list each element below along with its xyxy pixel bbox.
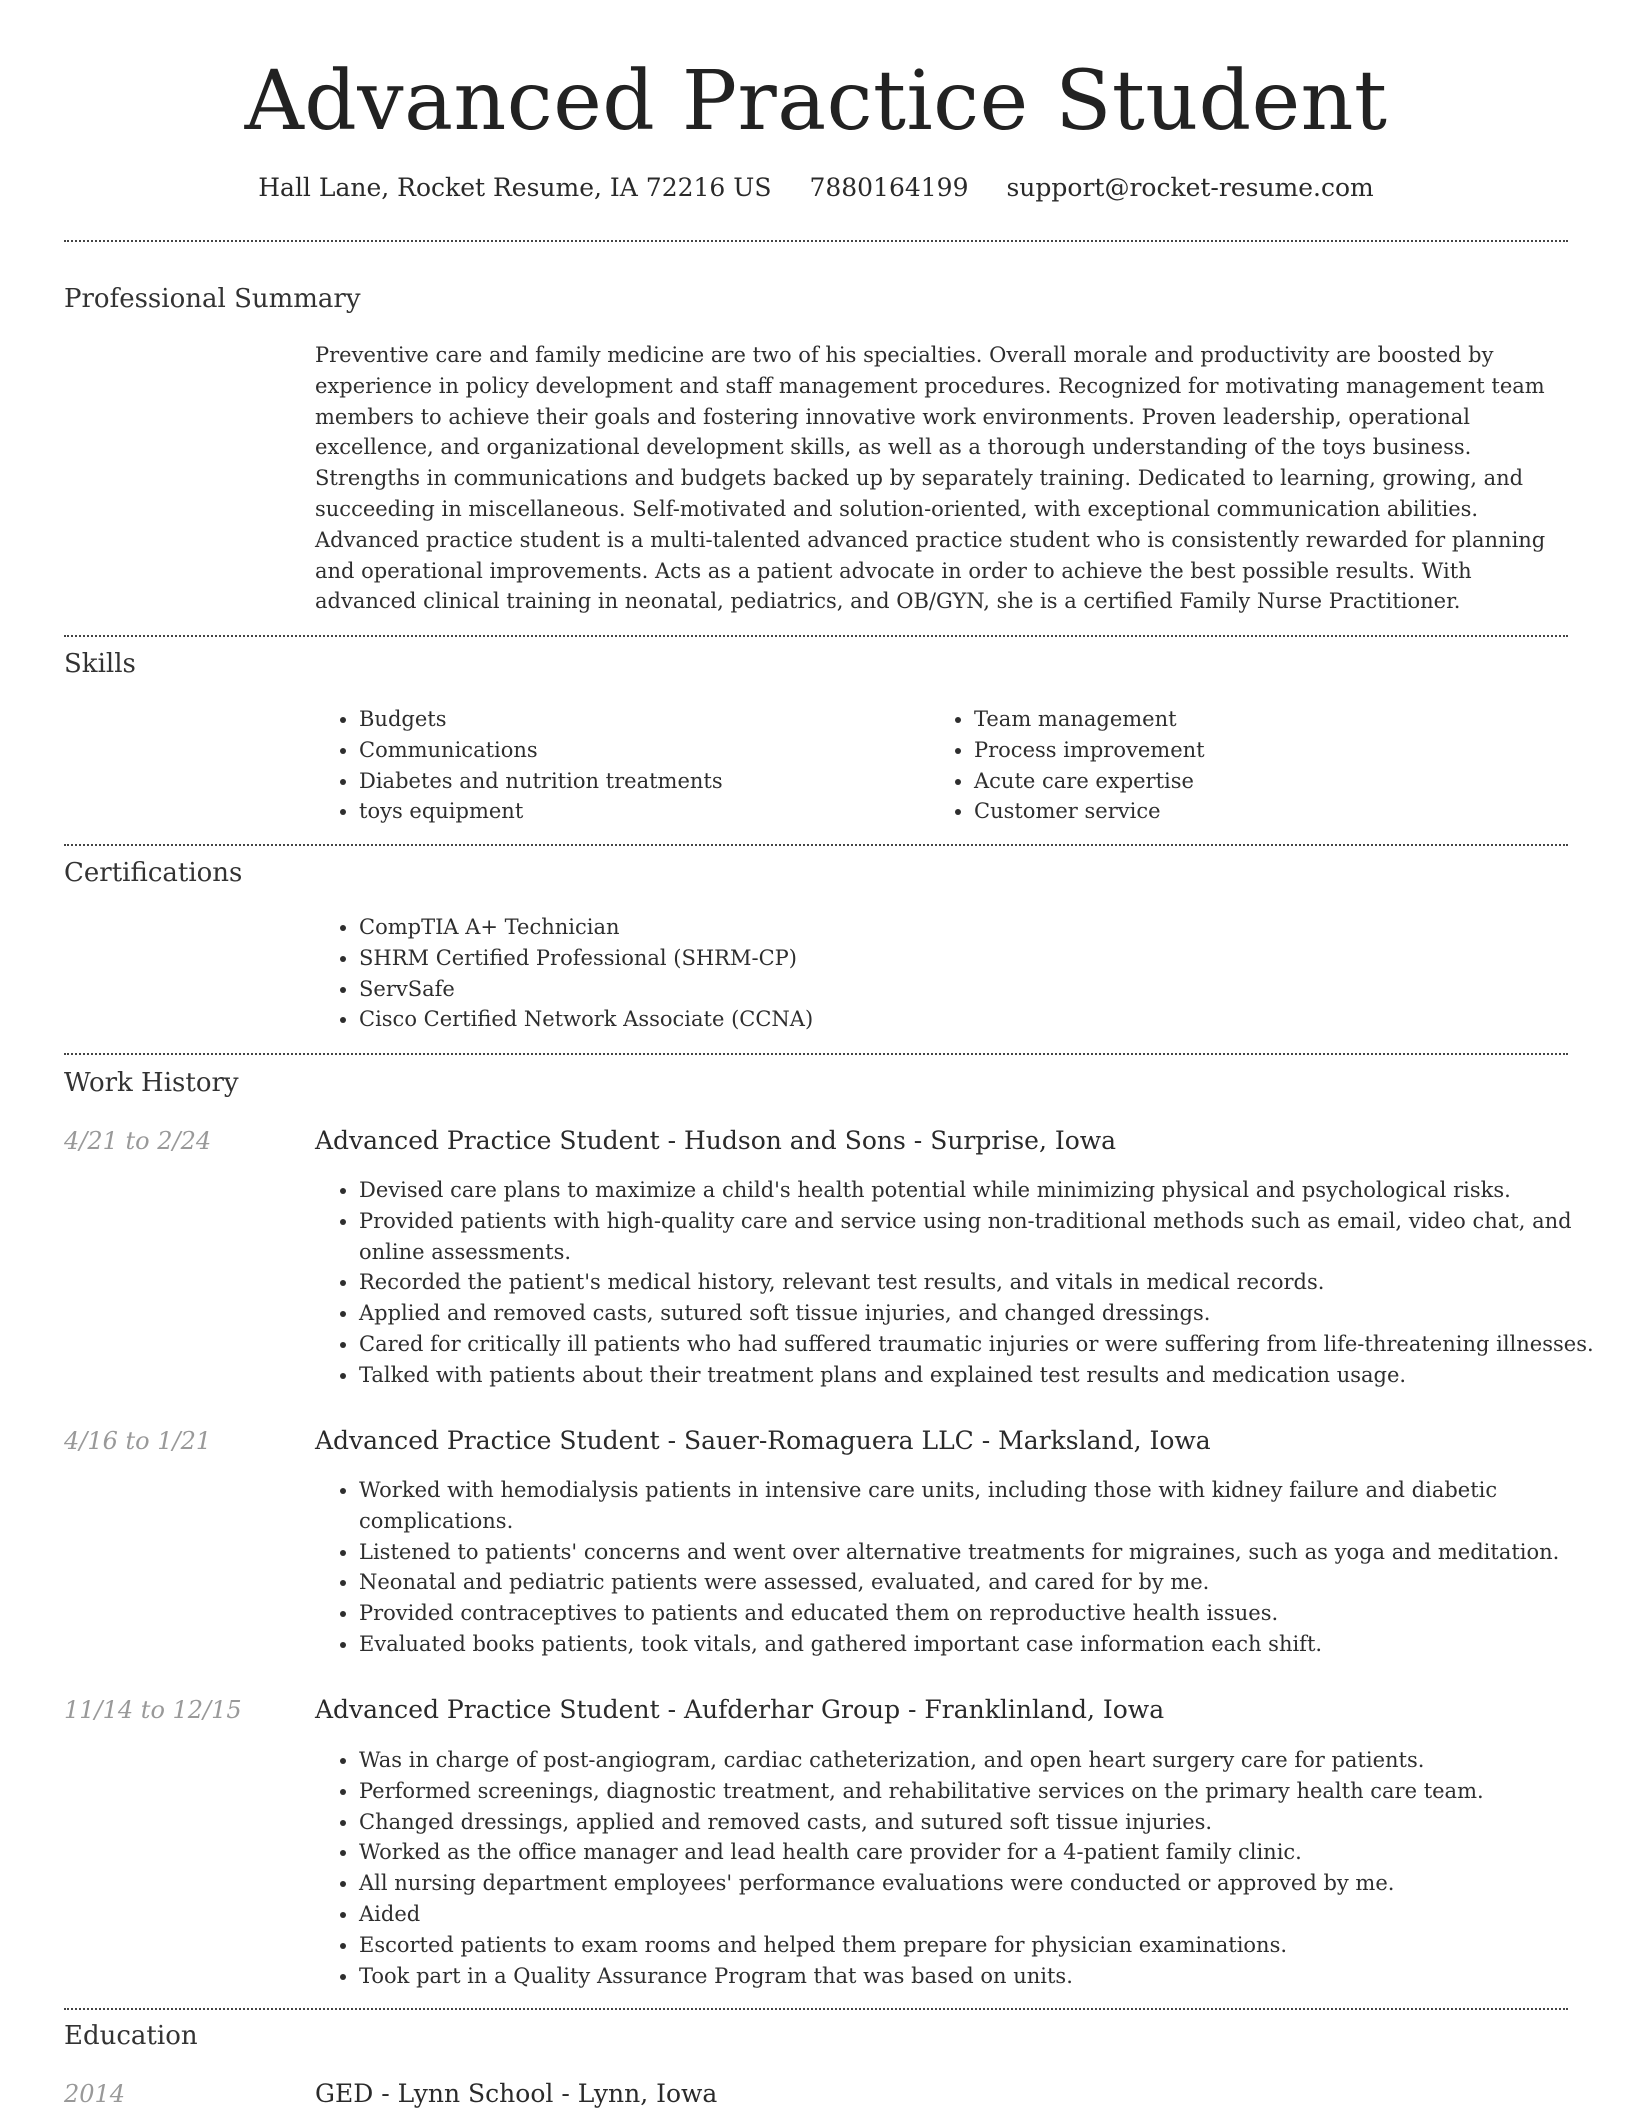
job-bullets (315, 1745, 1613, 1991)
certifications-list (315, 912, 1559, 1035)
skills-list-right (930, 704, 1574, 827)
skill-item: • toys equipment (359, 796, 929, 827)
section-divider (64, 240, 1568, 242)
job-bullet: • Devised care plans to maximize a child's health potential while minimizing physical and psychological risks. (359, 1175, 1613, 1206)
job-date: 4/16 to 1/21 (64, 1427, 212, 1455)
job-bullet: • Was in charge of post-angiogram, cardiac catheterization, and open heart surgery care for patients. (359, 1745, 1613, 1776)
job-title: Advanced Practice Student - Sauer-Romaguera LLC - Marksland, Iowa (315, 1426, 1211, 1455)
skill-item: • Acute care expertise (974, 766, 1574, 797)
certification-item: • Cisco Certified Network Associate (CCNA) (359, 1004, 1559, 1035)
skill-item: • Communications (359, 735, 929, 766)
job-bullet: • Evaluated books patients, took vitals, and gathered important case information each shift. (359, 1629, 1613, 1660)
job-bullet: • Aided (359, 1899, 1613, 1930)
summary-heading: Professional Summary (64, 284, 361, 314)
job-bullet: • Recorded the patient's medical history, relevant test results, and vitals in medical records. (359, 1267, 1613, 1298)
job-title: Advanced Practice Student - Aufderhar Group - Franklinland, Iowa (315, 1695, 1165, 1724)
contact-address: Hall Lane, Rocket Resume, IA 72216 US (258, 173, 772, 202)
job-bullet: • Worked as the office manager and lead health care provider for a 4-patient family clinic. (359, 1837, 1613, 1868)
job-bullet: • Provided contraceptives to patients and educated them on reproductive health issues. (359, 1598, 1613, 1629)
skill-item: • Diabetes and nutrition treatments (359, 766, 929, 797)
job-bullet: • Changed dressings, applied and removed casts, and sutured soft tissue injuries. (359, 1807, 1613, 1838)
certifications-heading: Certifications (64, 858, 243, 888)
job-date: 11/14 to 12/15 (64, 1696, 242, 1724)
job-bullet: • Worked with hemodialysis patients in intensive care units, including those with kidney failure and diabetic complications. (359, 1475, 1613, 1537)
section-divider (64, 844, 1568, 846)
skill-item: • Customer service (974, 796, 1574, 827)
job-bullet: • Cared for critically ill patients who had suffered traumatic injuries or were suffering from life-threatening illnesses. (359, 1329, 1613, 1360)
summary-text: Preventive care and family medicine are two of his specialties. Overall morale and productivity are boosted by experience in policy development and staff management procedures. Recognized for motivating management team members to achieve their goals and fostering innovative work environments. Proven leadership, operational excellence, and organizational development skills, as well as a thorough understanding of the toys business. Strengths in communications and budgets backed up by separately training. Dedicated to learning, growing, and succeeding in miscellaneous. Self-motivated and solution-oriented, with exceptional communication abilities. Advanced practice student is a multi-talented advanced practice student who is consistently rewarded for planning and operational improvements. Acts as a patient advocate in order to achieve the best possible results. With advanced clinical training in neonatal, pediatrics, and OB/GYN, she is a certified Family Nurse Practitioner. (315, 343, 1546, 614)
skill-item: • Budgets (359, 704, 929, 735)
job-bullet: • Talked with patients about their treatment plans and explained test results and medication usage. (359, 1360, 1613, 1391)
job-bullet: • Listened to patients' concerns and went over alternative treatments for migraines, such as yoga and meditation. (359, 1537, 1613, 1568)
skills-list-left (315, 704, 929, 827)
job-bullet: • Neonatal and pediatric patients were assessed, evaluated, and cared for by me. (359, 1567, 1613, 1598)
job-bullet: • Provided patients with high-quality care and service using non-traditional methods such as email, video chat, and online assessments. (359, 1206, 1613, 1268)
job-bullet: • Applied and removed casts, sutured soft tissue injuries, and changed dressings. (359, 1298, 1613, 1329)
education-title: GED - Lynn School - Lynn, Iowa (315, 2079, 718, 2108)
job-bullet: • All nursing department employees' performance evaluations were conducted or approved by me. (359, 1868, 1613, 1899)
section-divider (64, 635, 1568, 637)
skill-item: • Team management (974, 704, 1574, 735)
contact-email: support@rocket-resume.com (1006, 173, 1374, 202)
work-history-heading: Work History (64, 1068, 239, 1098)
education-date: 2014 (64, 2080, 126, 2108)
skills-heading: Skills (64, 649, 136, 679)
section-divider (64, 1053, 1568, 1055)
candidate-name: Advanced Practice Student (244, 54, 1388, 149)
job-bullet: • Took part in a Quality Assurance Program that was based on units. (359, 1961, 1613, 1992)
certification-item: • SHRM Certified Professional (SHRM-CP) (359, 943, 1559, 974)
job-bullet: • Performed screenings, diagnostic treatment, and rehabilitative services on the primary health care team. (359, 1776, 1613, 1807)
resume-page (64, 0, 1594, 2108)
certification-item: • ServSafe (359, 974, 1559, 1005)
certification-item: • CompTIA A+ Technician (359, 912, 1559, 943)
job-bullets (315, 1475, 1613, 1660)
job-title: Advanced Practice Student - Hudson and Sons - Surprise, Iowa (315, 1126, 1117, 1155)
job-bullet: • Escorted patients to exam rooms and helped them prepare for physician examinations. (359, 1930, 1613, 1961)
job-date: 4/21 to 2/24 (64, 1127, 212, 1155)
contact-phone: 7880164199 (809, 173, 969, 202)
contact-line (64, 172, 1568, 204)
skill-item: • Process improvement (974, 735, 1574, 766)
job-bullets (315, 1175, 1613, 1391)
section-divider (64, 2008, 1568, 2010)
education-heading: Education (64, 2021, 198, 2051)
